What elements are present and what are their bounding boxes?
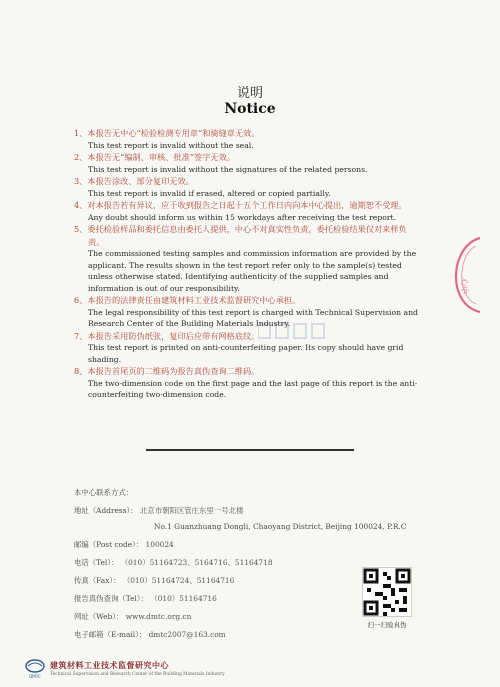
notice-text-en: The commissioned testing samples and commission information are provided by the applicant. The results shown in the test report refer only to the sample(s) tested unless otherwise stated. Identifying authenticity of the supplied samples and information is out of our responsibility. bbox=[88, 249, 417, 293]
verify-label: 报告真伪查询（Tel）： bbox=[74, 594, 148, 603]
notice-item bbox=[74, 127, 418, 151]
notice-text-cn: 2、本报告无“编制、审核、批准”签字无效。 bbox=[74, 152, 235, 162]
fax-label: 传真（Fax）： bbox=[74, 576, 121, 585]
page-title-en: Notice bbox=[224, 101, 276, 117]
web-link[interactable]: www.dmtc.org.cn bbox=[125, 612, 192, 621]
contact-address bbox=[74, 505, 374, 516]
contact-verify bbox=[74, 593, 374, 604]
address-en: No.1 Guanzhuang Dongli, Chaoyang District, Beijing 100024, P.R.C bbox=[154, 522, 407, 531]
notice-text-cn: 6、本报告的法律责任由建筑材料工业技术监督研究中心承担。 bbox=[74, 295, 301, 305]
notice-text-en: This test report is printed on anti-counterfeiting paper. Its copy should have grid shading. bbox=[88, 343, 404, 364]
notice-text-cn: 3、本报告涂改、部分复印无效。 bbox=[74, 176, 194, 186]
notice-text-en: This test report is invalid if erased, altered or copied partially. bbox=[88, 188, 331, 198]
footer-org-cn: 建筑材料工业技术监督研究中心 bbox=[50, 660, 169, 670]
dmtc-logo-icon bbox=[24, 659, 46, 679]
tel-value: （010）51164723、5164716、51164718 bbox=[120, 558, 273, 567]
notice-text-en: Any doubt should inform us within 15 workdays after receiving the test report. bbox=[88, 212, 397, 222]
address-label: 地址（Address）： bbox=[74, 506, 138, 515]
contact-email bbox=[74, 629, 374, 640]
contact-postcode bbox=[74, 539, 374, 550]
notice-text-cn: 7、本报告采用防伪纸张，复印后应带有网格底纹。 bbox=[74, 330, 260, 341]
notice-text-en: The legal responsibility of this test report is charged with Technical Supervision and Research Center of the Building Materials Industry. bbox=[88, 307, 418, 328]
verify-value: （010）51164716 bbox=[150, 594, 217, 603]
notice-text-cn: 8、本报告首尾页的二维码为报告真伪查询二维码。 bbox=[74, 366, 260, 376]
page-title-cn: 说明 bbox=[236, 86, 263, 101]
svg-text:DMTC: DMTC bbox=[29, 674, 41, 679]
email-link[interactable]: dmtc2007@163.com bbox=[148, 630, 226, 639]
notice-item bbox=[74, 175, 418, 199]
svg-text:心中: 心中 bbox=[460, 278, 469, 294]
notice-text-cn: 4、对本报告若有异议，应于收到报告之日起十五个工作日内向本中心提出，逾期恕不受理。 bbox=[74, 200, 407, 210]
qr-code-icon[interactable] bbox=[362, 567, 412, 617]
notice-item bbox=[74, 294, 418, 330]
notice-item bbox=[74, 199, 418, 223]
seal-stamp bbox=[440, 236, 488, 314]
address-cn: 北京市朝阳区管庄东里一号北楼 bbox=[139, 506, 244, 515]
notice-text-en: This test report is invalid without the signatures of the related persons. bbox=[88, 164, 368, 174]
notice-list bbox=[74, 127, 418, 401]
notice-item bbox=[74, 151, 418, 175]
divider-rule bbox=[146, 449, 354, 451]
contact-web bbox=[74, 611, 374, 622]
notice-text-en: This test report is invalid without the seal. bbox=[88, 140, 254, 150]
notice-text-en: The two-dimension code on the first page and the last page of this report is the anti-counterfeiting two-dimension code. bbox=[88, 378, 418, 399]
contact-tel bbox=[74, 557, 374, 568]
notice-item bbox=[74, 365, 418, 401]
footer-org-en: Technical Supervision and Research Center of the Building Materials Industry bbox=[50, 672, 225, 677]
tel-label: 电话（Tel）： bbox=[74, 558, 119, 567]
contact-fax bbox=[74, 575, 374, 586]
postcode-value: 100024 bbox=[145, 540, 174, 549]
notice-item bbox=[74, 330, 418, 366]
notice-item bbox=[74, 223, 418, 294]
contact-heading: 本中心联系方式： bbox=[74, 488, 134, 497]
qr-caption: 扫一扫验真伪 bbox=[367, 621, 407, 629]
email-label: 电子邮箱（E-mail）： bbox=[74, 630, 147, 639]
notice-text-cn: 1、本报告无中心“检验检测专用章”和骑缝章无效。 bbox=[74, 128, 260, 138]
notice-text-cn: 5、委托检验样品和委托信息由委托人提供，中心不对真实性负责，委托检验结果仅对来样负责。 bbox=[74, 224, 407, 247]
postcode-label: 邮编（Post code）： bbox=[74, 540, 144, 549]
web-label: 网址（Web）： bbox=[74, 612, 124, 621]
fax-value: （010）51164724、51164716 bbox=[122, 576, 235, 585]
